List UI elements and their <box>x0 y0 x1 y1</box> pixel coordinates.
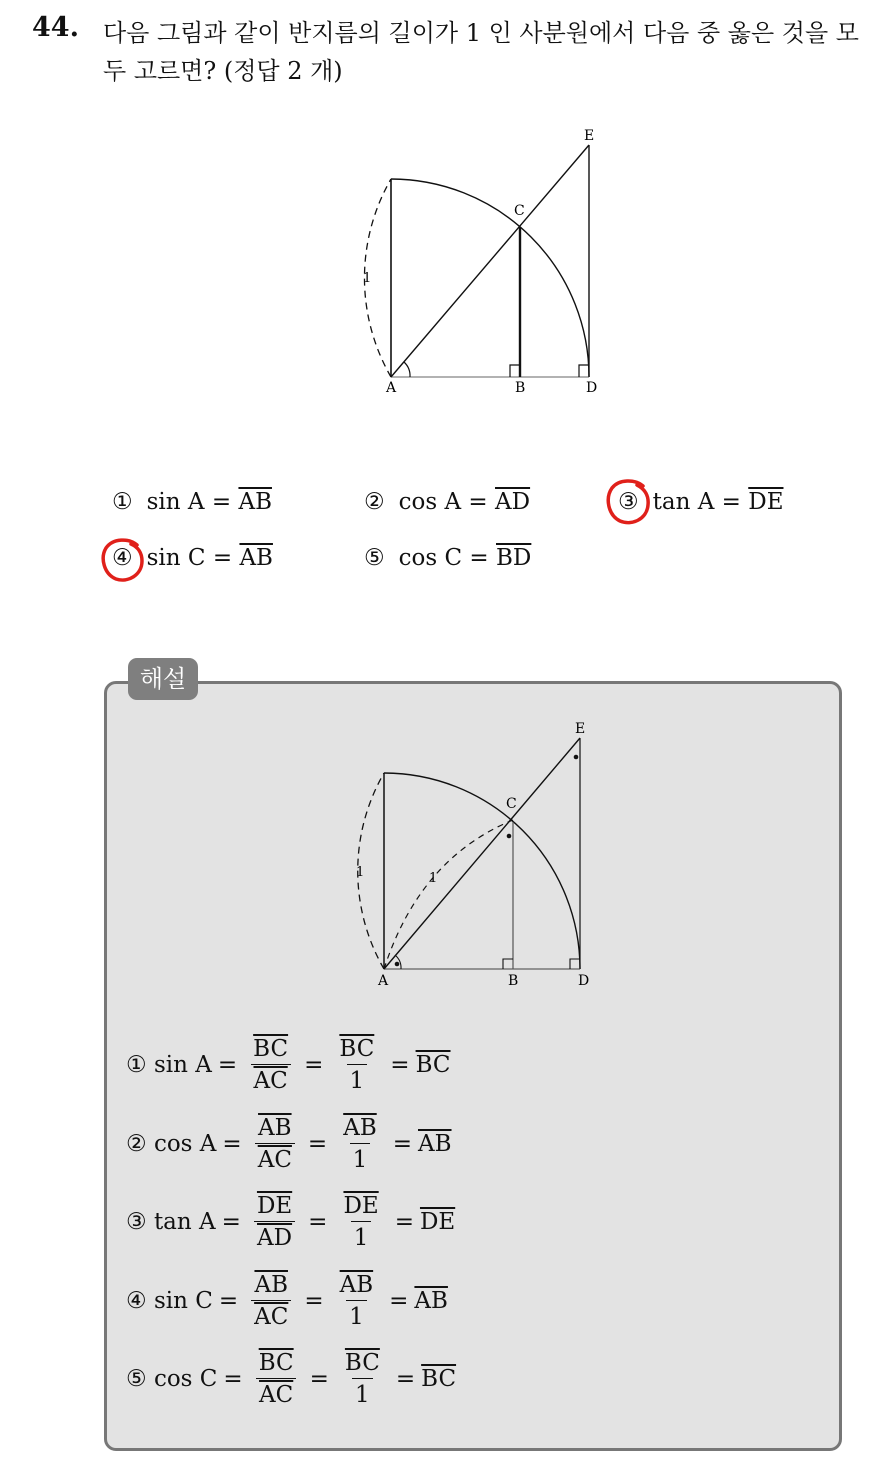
choice-segment: $\overline{AB}$ <box>238 489 272 515</box>
choice-func: sin <box>146 489 181 515</box>
fraction-denominator: 1 <box>346 1300 367 1330</box>
choice-segment: $\overline{BD}$ <box>496 545 532 571</box>
choice-segment: $\overline{AD}$ <box>495 489 531 515</box>
solution-figure <box>340 710 630 995</box>
choice-func: cos <box>398 545 438 571</box>
fraction-numerator: $\overline{BC}$ <box>258 1350 294 1376</box>
choice-3: ③ $\tan A = \overline{DE}$ <box>618 489 784 515</box>
choice-4: ④ $\sin C = \overline{AB}$ <box>112 545 273 571</box>
line-result: $\overline{AB}$ <box>414 1288 448 1314</box>
fraction-denominator: AC <box>251 1064 291 1094</box>
line-number: ⑤ <box>126 1366 147 1392</box>
answer-circle-3 <box>603 476 653 528</box>
fraction-numerator: $\overline{BC}$ <box>339 1036 375 1062</box>
choice-2: ② $\cos A = \overline{AD}$ <box>364 489 531 515</box>
answer-circle-4 <box>98 534 148 586</box>
choice-1: ① $\sin A = \overline{AB}$ <box>112 489 272 515</box>
label-c: C <box>514 203 525 219</box>
label-e: E <box>575 721 586 737</box>
choice-angle: C <box>444 545 463 571</box>
line-number: ① <box>126 1052 147 1078</box>
choice-angle: C <box>187 545 206 571</box>
label-b: B <box>515 380 526 396</box>
fraction-denominator: AD <box>254 1221 295 1251</box>
fraction-numerator: $\overline{BC}$ <box>253 1036 289 1062</box>
line-func: sin <box>153 1052 188 1078</box>
solution-tag: 해설 <box>128 658 198 700</box>
choice-number: ③ <box>618 489 639 515</box>
choice-number: ⑤ <box>364 545 385 571</box>
choice-number: ① <box>112 489 133 515</box>
question-number: 44. <box>32 12 79 43</box>
choice-5: ⑤ $\cos C = \overline{BD}$ <box>364 545 532 571</box>
line-func: cos <box>153 1131 193 1157</box>
choice-angle: A <box>444 489 462 515</box>
fraction-denominator: 1 <box>350 1143 371 1173</box>
line-result: $\overline{AB}$ <box>418 1131 452 1157</box>
choice-segment: $\overline{AB}$ <box>239 545 273 571</box>
line-func: tan <box>153 1209 192 1235</box>
choice-func: cos <box>398 489 438 515</box>
choice-number: ④ <box>112 545 133 571</box>
line-angle: C <box>195 1288 213 1314</box>
label-c: C <box>506 796 517 812</box>
choice-func: tan <box>652 489 691 515</box>
fraction-numerator: $\overline{AB}$ <box>258 1115 292 1141</box>
line-result: $\overline{BC}$ <box>415 1052 451 1078</box>
quarter-circle-figure <box>340 115 630 405</box>
choice-segment: $\overline{DE}$ <box>748 489 784 515</box>
line-angle: A <box>199 1131 217 1157</box>
choice-func: sin <box>146 545 181 571</box>
line-number: ④ <box>126 1288 147 1314</box>
fraction-denominator: AC <box>251 1300 291 1330</box>
label-d: D <box>578 973 590 989</box>
fraction-denominator: AC <box>256 1378 296 1408</box>
choice-angle: A <box>697 489 715 515</box>
line-result: $\overline{DE}$ <box>419 1209 456 1235</box>
line-angle: A <box>199 1209 216 1235</box>
solution-line-1: ① sin A = $\frac{\overline{BC}}{AC}$ = $\frac{\overline{BC}}{1}$ = $\overline{BC}$ <box>126 1036 451 1094</box>
label-radius-diagonal: 1 <box>429 871 438 886</box>
line-func: sin <box>153 1288 188 1314</box>
fraction-denominator: 1 <box>352 1378 373 1408</box>
fraction-denominator: 1 <box>351 1221 372 1251</box>
solution-line-4: ④ sin C = $\frac{\overline{AB}}{AC}$ = $\frac{\overline{AB}}{1}$ = $\overline{AB}$ <box>126 1272 448 1330</box>
label-e: E <box>584 128 595 144</box>
line-number: ② <box>126 1131 147 1157</box>
line-angle: A <box>195 1052 212 1078</box>
choice-number: ② <box>364 489 385 515</box>
fraction-numerator: $\overline{AB}$ <box>339 1272 374 1298</box>
label-d: D <box>586 380 598 396</box>
fraction-denominator: 1 <box>347 1064 368 1094</box>
question-text: 다음 그림과 같이 반지름의 길이가 1 인 사분원에서 다음 중 옳은 것을 모두 고르면? (정답 2 개) <box>103 19 859 85</box>
choice-angle: A <box>187 489 205 515</box>
label-a: A <box>378 973 389 989</box>
fraction-numerator: $\overline{BC}$ <box>344 1350 380 1376</box>
label-a: A <box>386 380 397 396</box>
fraction-numerator: $\overline{DE}$ <box>256 1193 293 1219</box>
solution-line-3: ③ tan A = $\frac{\overline{DE}}{AD}$ = $\frac{\overline{DE}}{1}$ = $\overline{DE}$ <box>126 1193 456 1251</box>
line-result: $\overline{BC}$ <box>421 1366 457 1392</box>
fraction-numerator: $\overline{DE}$ <box>343 1193 379 1219</box>
line-func: cos <box>153 1366 193 1392</box>
fraction-numerator: $\overline{AB}$ <box>254 1272 288 1298</box>
line-angle: C <box>199 1366 218 1392</box>
fraction-numerator: $\overline{AB}$ <box>343 1115 377 1141</box>
line-number: ③ <box>126 1209 147 1235</box>
solution-line-5: ⑤ cos C = $\frac{\overline{BC}}{AC}$ = $\frac{\overline{BC}}{1}$ = $\overline{BC}$ <box>126 1350 457 1408</box>
fraction-denominator: AC <box>255 1143 295 1173</box>
label-radius: 1 <box>363 271 372 286</box>
label-radius-vertical: 1 <box>356 865 365 880</box>
solution-line-2: ② cos A = $\frac{\overline{AB}}{AC}$ = $\frac{\overline{AB}}{1}$ = $\overline{AB}$ <box>126 1115 452 1173</box>
label-b: B <box>508 973 519 989</box>
